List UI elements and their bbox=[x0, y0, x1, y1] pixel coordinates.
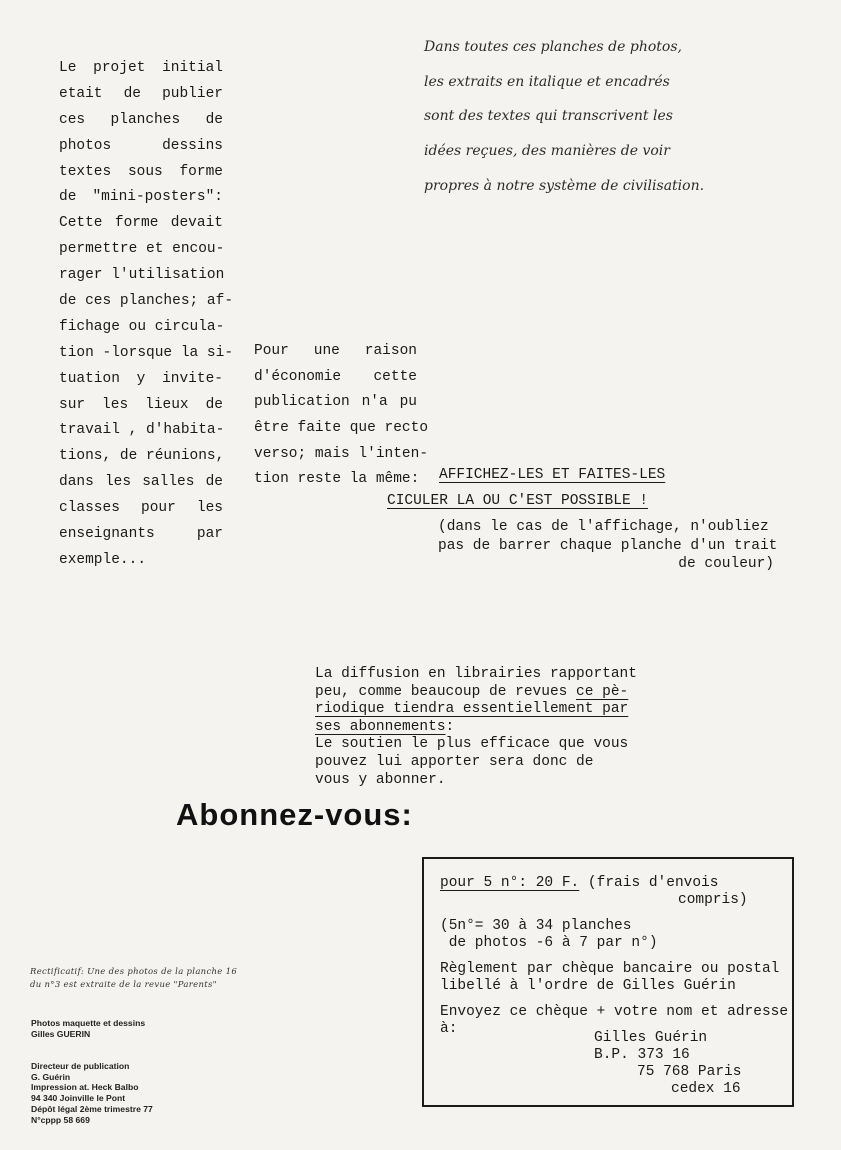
address-city: 75 768 Paris bbox=[637, 1064, 742, 1080]
left-column-line: de ces planches; af- bbox=[59, 293, 234, 310]
credits-publication-line: G. Guérin bbox=[31, 1071, 71, 1082]
left-column-line: tions, de réunions, bbox=[59, 448, 225, 465]
poster-note-line: pas de barrer chaque planche d'un trait bbox=[438, 537, 778, 554]
slogan-line-2: CICULER LA OU C'EST POSSIBLE ! bbox=[387, 493, 649, 509]
diffusion-line: La diffusion en librairies rapportant bbox=[315, 666, 637, 682]
italic-note bbox=[424, 30, 769, 204]
left-column-line: classes pour les bbox=[59, 500, 223, 517]
left-column-line: travail , d'habita- bbox=[59, 422, 225, 439]
subscription-box bbox=[422, 857, 794, 1107]
diffusion-line: riodique tiendra essentiellement par bbox=[315, 701, 629, 718]
count-line-1: (5n°= 30 à 34 planches bbox=[440, 918, 632, 934]
left-column-line: ces planches de bbox=[59, 111, 223, 128]
slogan-line-1: AFFICHEZ-LES ET FAITES-LES bbox=[439, 467, 666, 483]
left-column-line: enseignants par bbox=[59, 526, 223, 543]
middle-text-column bbox=[254, 339, 429, 493]
left-column-line: exemple... bbox=[59, 551, 147, 568]
price-line bbox=[440, 875, 718, 891]
send-line-1: Envoyez ce chèque + votre nom et adresse bbox=[440, 1004, 789, 1020]
left-column-line: tuation y invite- bbox=[59, 370, 223, 387]
diffusion-text: peu, comme beaucoup de revues bbox=[315, 683, 577, 700]
address-name: Gilles Guérin bbox=[594, 1030, 708, 1046]
italic-note-line: Dans toutes ces planches de photos, bbox=[424, 39, 682, 55]
credits-publication-line: Dépôt légal 2ème trimestre 77 bbox=[31, 1103, 153, 1114]
price-rest-2: compris) bbox=[678, 892, 748, 908]
credits-photos bbox=[31, 1018, 145, 1039]
abonnez-heading: Abonnez-vous: bbox=[176, 797, 413, 832]
middle-column-line: être faite que recto bbox=[254, 420, 429, 437]
middle-column-line: tion reste la même: bbox=[254, 471, 420, 488]
italic-note-line: sont des textes qui transcrivent les bbox=[424, 108, 673, 125]
left-column-line: tion -lorsque la si- bbox=[59, 344, 234, 361]
diffusion-underlined: ses abonnements bbox=[315, 718, 446, 735]
handwritten-note-line-1: Rectificatif: Une des photos de la planche 16 bbox=[30, 967, 238, 977]
poster-note-line: de couleur) bbox=[678, 556, 774, 572]
italic-note-line: idées reçues, des manières de voir bbox=[424, 143, 670, 160]
middle-column-line: d'économie cette bbox=[254, 368, 417, 385]
credits-line: Photos maquette et dessins bbox=[31, 1018, 146, 1028]
diffusion-line bbox=[315, 684, 635, 702]
left-column-line: permettre et encou- bbox=[59, 241, 225, 258]
middle-column-line: publication n'a pu bbox=[254, 394, 417, 411]
left-column-line: Le projet initial bbox=[59, 60, 223, 76]
left-column-line: sur les lieux de bbox=[59, 396, 223, 413]
diffusion-line: vous y abonner. bbox=[315, 771, 446, 788]
address-bp: B.P. 373 16 bbox=[594, 1047, 690, 1063]
credits-publication-line: N°cppp 58 669 bbox=[31, 1114, 90, 1125]
left-column-line: dans les salles de bbox=[59, 474, 223, 491]
poster-note bbox=[438, 518, 778, 574]
credits-publication-line: Impression at. Heck Balbo bbox=[31, 1082, 139, 1093]
credits-publication bbox=[31, 1061, 153, 1125]
credits-publication-line: 94 340 Joinville le Pont bbox=[31, 1093, 126, 1104]
left-column-line: photos dessins bbox=[59, 137, 223, 154]
diffusion-text: : bbox=[445, 718, 455, 735]
left-column-line: textes sous forme bbox=[59, 163, 223, 180]
middle-column-line: verso; mais l'inten- bbox=[254, 445, 429, 462]
left-column-line: de "mini-posters": bbox=[59, 189, 223, 206]
diffusion-line: pouvez lui apporter sera donc de bbox=[315, 753, 594, 770]
diffusion-line bbox=[315, 719, 635, 737]
italic-note-line: les extraits en italique et encadrés bbox=[424, 73, 670, 90]
credits-line: Gilles GUERIN bbox=[31, 1028, 91, 1039]
left-column-line: rager l'utilisation bbox=[59, 267, 225, 284]
address-cedex: cedex 16 bbox=[671, 1081, 741, 1097]
italic-note-line: propres à notre système de civilisation. bbox=[424, 177, 705, 194]
left-column-line: Cette forme devait bbox=[59, 215, 223, 232]
price-rest: (frais d'envois bbox=[579, 875, 719, 891]
handwritten-note-line-2: du n°3 est extraite de la revue "Parents" bbox=[30, 980, 217, 990]
credits-publication-line: Directeur de publication bbox=[31, 1061, 130, 1071]
diffusion-paragraph bbox=[315, 666, 635, 789]
send-line-2: à: bbox=[440, 1021, 458, 1037]
middle-column-line: Pour une raison bbox=[254, 343, 417, 359]
diffusion-underlined: ce pè- bbox=[576, 683, 629, 700]
price-underlined: pour 5 n°: 20 F. bbox=[440, 875, 580, 891]
left-column-line: fichage ou circula- bbox=[59, 318, 225, 335]
diffusion-line: Le soutien le plus efficace que vous bbox=[315, 736, 629, 753]
payment-line-2: libellé à l'ordre de Gilles Guérin bbox=[440, 978, 736, 994]
poster-note-line: (dans le cas de l'affichage, n'oubliez bbox=[438, 519, 769, 535]
left-text-column bbox=[59, 56, 234, 574]
left-column-line: etait de publier bbox=[59, 85, 223, 102]
count-line-2: de photos -6 à 7 par n°) bbox=[440, 935, 658, 951]
payment-line-1: Règlement par chèque bancaire ou postal bbox=[440, 961, 780, 977]
